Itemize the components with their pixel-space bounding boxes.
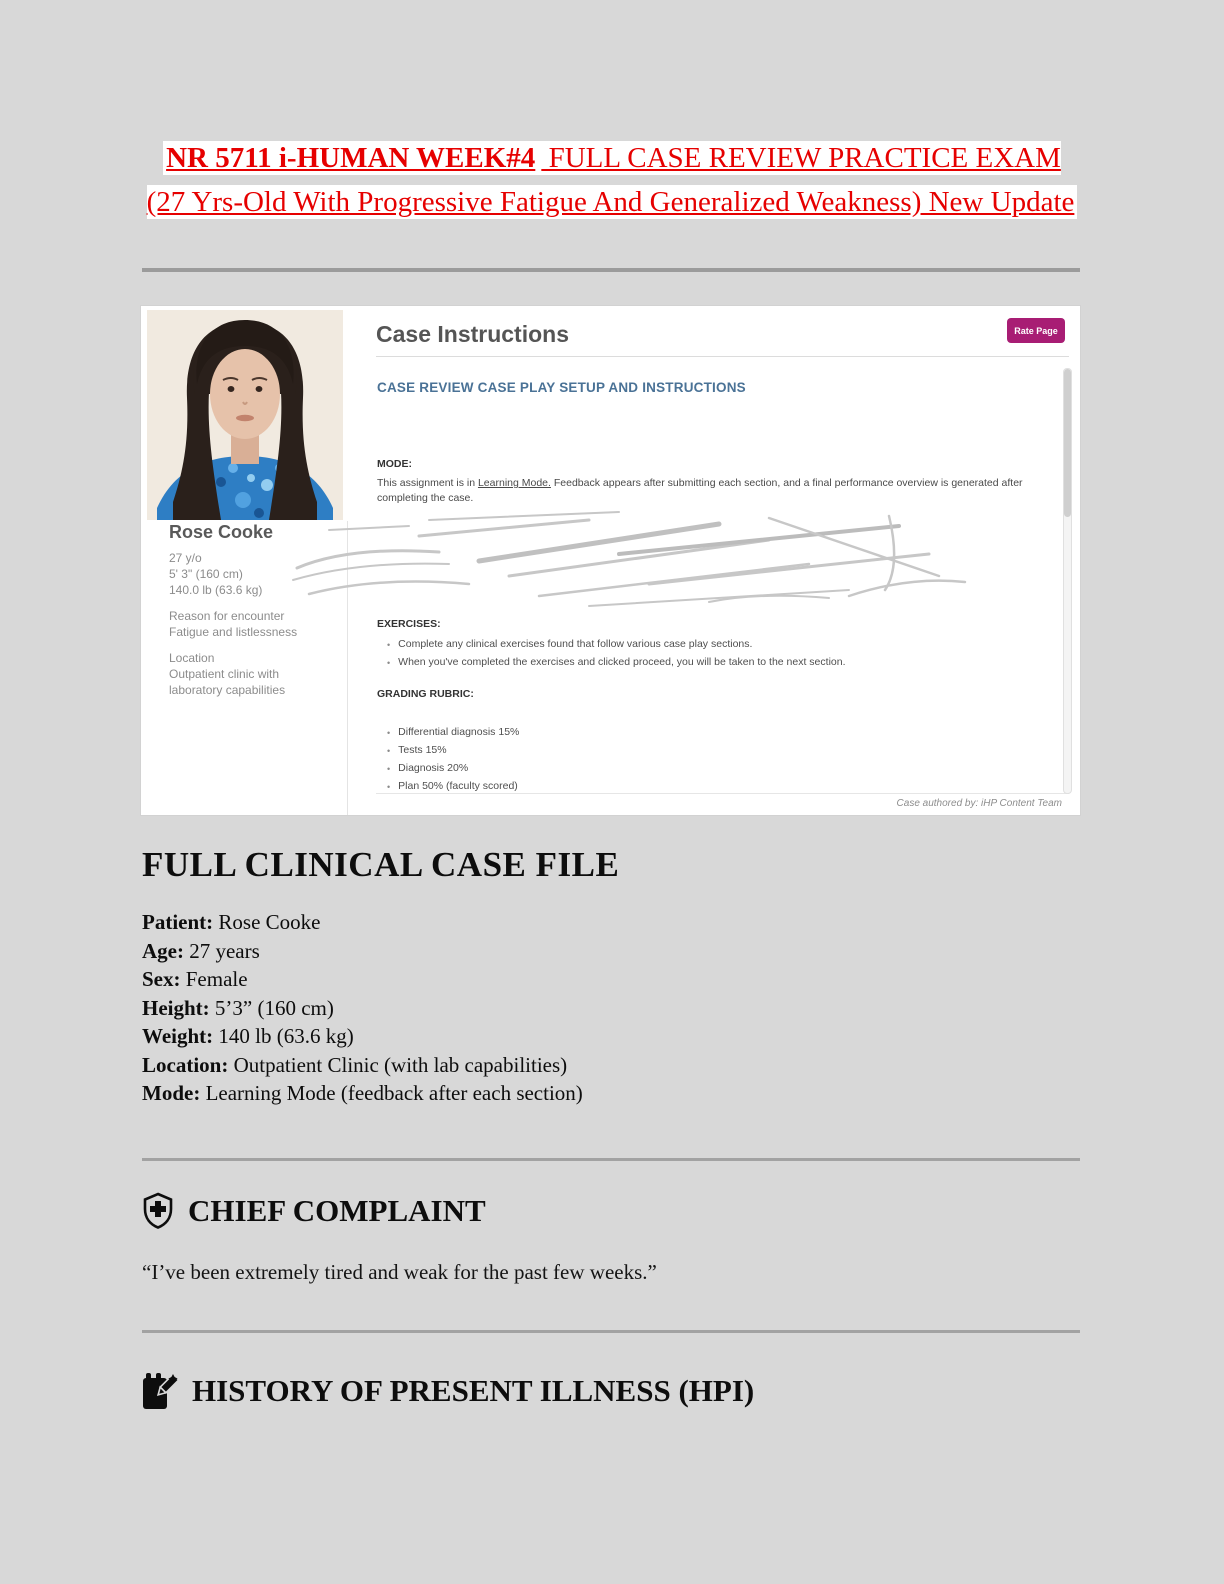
mode-text-post: Feedback appears after submitting each section, and a final performance overview is generated after completing the case. [377, 477, 1023, 504]
list-item [387, 656, 1027, 670]
rubric-item-text: Plan 50% (faculty scored) [398, 780, 518, 792]
location-label: Location [169, 651, 215, 665]
list-item [387, 726, 787, 740]
field-label: Weight: [142, 1024, 214, 1048]
field-row [142, 965, 583, 994]
field-label: Age: [142, 938, 184, 963]
mode-text-pre: This assignment is in [377, 477, 478, 489]
header-divider [376, 356, 1069, 357]
field-value: 5’3” (160 cm) [209, 995, 334, 1020]
section-divider [142, 1330, 1080, 1333]
field-value: Rose Cooke [213, 910, 321, 934]
field-value: Female [180, 967, 248, 991]
scribble-redaction [289, 506, 979, 616]
patient-sidebar [141, 306, 347, 815]
field-value: 27 years [183, 938, 260, 963]
rubric-item-text: Diagnosis 20% [398, 762, 469, 774]
section-divider [142, 1158, 1080, 1161]
bullet-icon: • [387, 658, 391, 668]
learning-mode-link[interactable]: Learning Mode. [477, 477, 551, 489]
rubric-item-text: Differential diagnosis 15% [398, 726, 520, 738]
grading-rubric-list [387, 726, 787, 798]
field-label: Height: [142, 995, 210, 1020]
grading-rubric-label: GRADING RUBRIC: [377, 688, 474, 700]
memo-pencil-icon [142, 1372, 178, 1410]
field-row [142, 908, 583, 937]
patient-portrait-illustration [147, 310, 343, 520]
medical-shield-icon [142, 1192, 174, 1229]
field-row [142, 937, 583, 966]
exercise-item-text: When you've completed the exercises and clicked proceed, you will be taken to the next section. [398, 656, 846, 668]
exercises-label: EXERCISES: [377, 618, 441, 630]
field-row [142, 1051, 583, 1080]
bullet-icon: • [387, 782, 391, 792]
sidebar-divider [347, 521, 348, 815]
bullet-icon: • [387, 728, 391, 738]
rubric-item-text: Tests 15% [398, 744, 447, 756]
patient-name: Rose Cooke [169, 522, 274, 542]
chief-complaint-quote: “I’ve been extremely tired and weak for the past few weeks.” [142, 1260, 657, 1284]
list-item [387, 744, 787, 758]
field-value: Learning Mode (feedback after each section) [200, 1081, 583, 1105]
bullet-icon: • [387, 764, 391, 774]
document-title-rest: FULL CASE REVIEW PRACTICE EXAM (27 Yrs-Old With Progressive Fatigue And Generalized Weakness) New Update [147, 141, 1078, 219]
field-row [142, 1022, 583, 1051]
scrollbar-thumb[interactable] [1064, 369, 1071, 517]
hpi-heading-row [142, 1372, 754, 1410]
case-authored-by: Case authored by: iHP Content Team [896, 798, 1062, 809]
patient-photo [147, 310, 343, 520]
field-row [142, 1079, 583, 1108]
list-item [387, 638, 1027, 652]
field-value: 140 lb (63.6 kg) [213, 1024, 354, 1048]
mode-paragraph [377, 476, 1035, 506]
field-label: Patient: [142, 910, 214, 934]
patient-height: 5' 3" (160 cm) [169, 567, 243, 581]
rate-page-button[interactable]: Rate Page [1007, 318, 1065, 343]
full-clinical-case-file-heading: FULL CLINICAL CASE FILE [142, 845, 620, 884]
hpi-heading: HISTORY OF PRESENT ILLNESS (HPI) [192, 1373, 755, 1408]
footer-divider [376, 793, 1069, 794]
reason-for-encounter-value: Fatigue and listlessness [169, 625, 298, 639]
chief-complaint-heading: CHIEF COMPLAINT [188, 1192, 486, 1228]
patient-fields [142, 908, 583, 1108]
mode-label: MODE: [377, 458, 412, 470]
bullet-icon: • [387, 746, 391, 756]
patient-age: 27 y/o [169, 551, 202, 565]
location-value: Outpatient clinic with laboratory capabilities [169, 667, 286, 697]
document-title [142, 136, 1082, 224]
field-label: Sex: [142, 967, 181, 991]
case-review-setup-heading: CASE REVIEW CASE PLAY SETUP AND INSTRUCTIONS [377, 380, 746, 395]
case-instructions-title: Case Instructions [376, 321, 569, 347]
patient-weight: 140.0 lb (63.6 kg) [169, 583, 263, 597]
field-label: Location: [142, 1052, 229, 1077]
reason-for-encounter-label: Reason for encounter [169, 609, 285, 623]
exercises-list [387, 638, 1027, 674]
chief-complaint-heading-row [142, 1192, 486, 1229]
field-value: Outpatient Clinic (with lab capabilities) [228, 1052, 568, 1077]
field-row [142, 994, 583, 1023]
list-item [387, 762, 787, 776]
document-title-bold: NR 5711 i-HUMAN WEEK#4 [163, 141, 538, 175]
field-label: Mode: [142, 1081, 201, 1105]
ihuman-screenshot-panel [140, 305, 1081, 816]
section-divider [142, 268, 1080, 272]
list-item [387, 780, 787, 794]
exercise-item-text: Complete any clinical exercises found that follow various case play sections. [398, 638, 753, 650]
scrollbar-track[interactable] [1063, 368, 1072, 794]
bullet-icon: • [387, 640, 391, 650]
